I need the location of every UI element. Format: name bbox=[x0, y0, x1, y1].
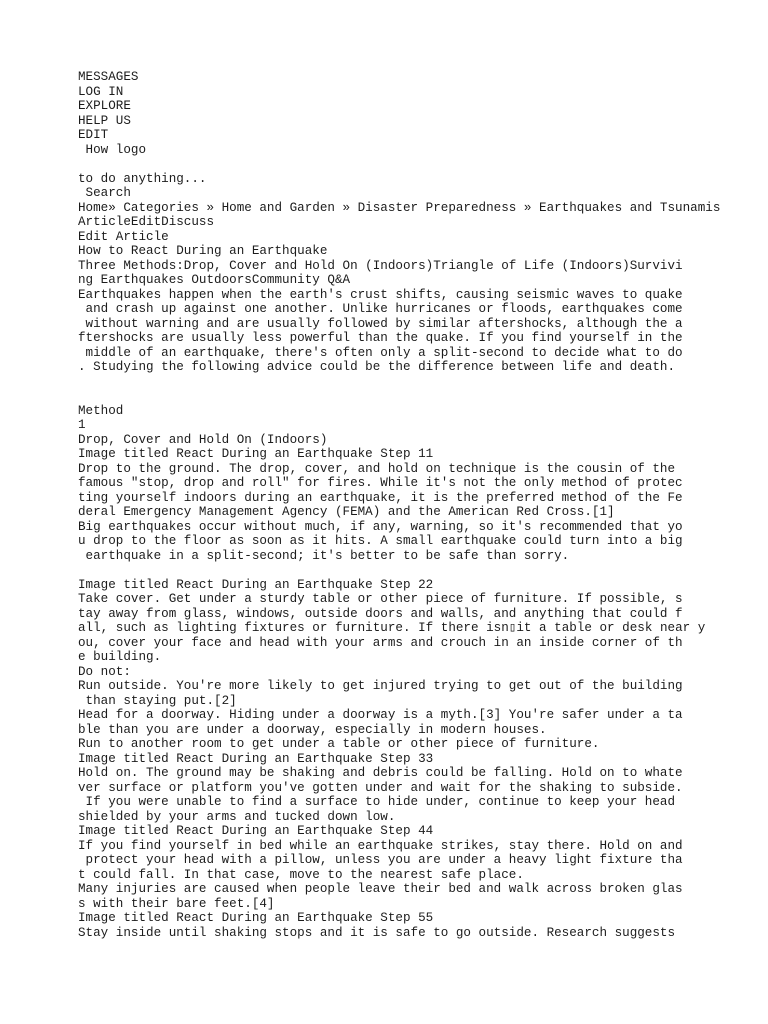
step-text-line: e building. bbox=[78, 650, 162, 664]
do-not-heading: Do not: bbox=[78, 664, 131, 679]
nav-help-us-link[interactable]: HELP US bbox=[78, 113, 131, 128]
page-title: How to React During an Earthquake bbox=[78, 244, 328, 258]
step-text-line: deral Emergency Management Agency (FEMA) and the American Red Cross.[1] bbox=[78, 505, 615, 519]
article-tabs[interactable]: ArticleEditDiscuss bbox=[78, 215, 215, 229]
step-image-caption[interactable]: Image titled React During an Earthquake Step 44 bbox=[78, 824, 434, 838]
step-image-caption[interactable]: Image titled React During an Earthquake Step 33 bbox=[78, 751, 434, 766]
step-text-line: Take cover. Get under a sturdy table or other piece of furniture. If possible, s bbox=[78, 592, 683, 606]
step-text-line: s with their bare feet.[4] bbox=[78, 896, 275, 911]
intro-line: Earthquakes happen when the earth's crust shifts, causing seismic waves to quake bbox=[78, 287, 683, 302]
intro-line: without warning and are usually followed by similar aftershocks, although the a bbox=[78, 316, 683, 331]
method-label: Method bbox=[78, 403, 124, 418]
intro-line: ftershocks are usually less powerful than the quake. If you find yourself in the bbox=[78, 331, 683, 345]
step-text-line: Hold on. The ground may be shaking and debris could be falling. Hold on to whate bbox=[78, 766, 683, 780]
step-text-line: If you were unable to find a surface to hide under, continue to keep your head bbox=[78, 795, 676, 809]
step-text-line: famous "stop, drop and roll" for fires. While it's not the only method of protec bbox=[78, 476, 683, 490]
step-image-caption[interactable]: Image titled React During an Earthquake Step 11 bbox=[78, 447, 434, 461]
intro-paragraph bbox=[78, 288, 730, 375]
step-text-line: ting yourself indoors during an earthquake, it is the preferred method of the Fe bbox=[78, 490, 683, 505]
step-text-line: Many injuries are caused when people leave their bed and walk across broken glas bbox=[78, 882, 683, 896]
step-text-line: all, such as lighting fixtures or furniture. If there isn▯it a table or desk near y bbox=[78, 621, 706, 635]
methods-line[interactable]: ng Earthquakes OutdoorsCommunity Q&A bbox=[78, 273, 351, 287]
step-text-line: ver surface or platform you've gotten under and wait for the shaking to subside. bbox=[78, 780, 683, 795]
nav-explore-link[interactable]: EXPLORE bbox=[78, 99, 131, 113]
step-text-line: Head for a doorway. Hiding under a doorway is a myth.[3] You're safer under a ta bbox=[78, 708, 683, 722]
step-image-caption[interactable]: Image titled React During an Earthquake Step 55 bbox=[78, 911, 434, 925]
step-text-line: u drop to the floor as soon as it hits. A small earthquake could turn into a big bbox=[78, 534, 683, 548]
step-text-line: protect your head with a pillow, unless you are under a heavy light fixture tha bbox=[78, 853, 683, 867]
nav-edit-link[interactable]: EDIT bbox=[78, 128, 109, 142]
site-logo[interactable]: How logo bbox=[78, 142, 147, 157]
step-text-line: shielded by your arms and tucked down low. bbox=[78, 809, 396, 824]
step-5 bbox=[78, 911, 730, 940]
step-text-line: ble than you are under a doorway, especially in modern houses. bbox=[78, 722, 547, 737]
step-4 bbox=[78, 824, 730, 911]
step-text-line: t could fall. In that case, move to the nearest safe place. bbox=[78, 867, 524, 882]
site-tagline: to do anything... bbox=[78, 171, 207, 186]
intro-line: . Studying the following advice could be the difference between life and death. bbox=[78, 360, 676, 374]
method-number: 1 bbox=[78, 418, 86, 432]
nav-messages-link[interactable]: MESSAGES bbox=[78, 70, 139, 84]
step-text-line: Run to another room to get under a table or other piece of furniture. bbox=[78, 737, 600, 751]
step-image-caption[interactable]: Image titled React During an Earthquake Step 22 bbox=[78, 577, 434, 592]
breadcrumb[interactable]: Home» Categories » Home and Garden » Disaster Preparedness » Earthquakes and Tsunamis bbox=[78, 200, 721, 215]
methods-line[interactable]: Three Methods:Drop, Cover and Hold On (Indoors)Triangle of Life (Indoors)Survivi bbox=[78, 258, 683, 273]
step-1 bbox=[78, 447, 730, 563]
step-text-line: Big earthquakes occur without much, if any, warning, so it's recommended that yo bbox=[78, 519, 683, 534]
article-page bbox=[78, 70, 730, 940]
step-text-line: Run outside. You're more likely to get injured trying to get out of the building bbox=[78, 679, 683, 693]
step-text-line: Stay inside until shaking stops and it is safe to go outside. Research suggests bbox=[78, 925, 676, 940]
method-title: Drop, Cover and Hold On (Indoors) bbox=[78, 432, 328, 447]
step-2 bbox=[78, 578, 730, 752]
step-text-line: earthquake in a split-second; it's better to be safe than sorry. bbox=[78, 548, 570, 563]
step-text-line: tay away from glass, windows, outside doors and walls, and anything that could f bbox=[78, 606, 683, 621]
methods-list[interactable] bbox=[78, 259, 730, 288]
nav-login-link[interactable]: LOG IN bbox=[78, 84, 124, 99]
edit-article-link[interactable]: Edit Article bbox=[78, 229, 169, 244]
intro-line: middle of an earthquake, there's often only a split-second to decide what to do bbox=[78, 345, 683, 360]
step-text-line: than staying put.[2] bbox=[78, 693, 237, 708]
step-text-line: If you find yourself in bed while an earthquake strikes, stay there. Hold on and bbox=[78, 838, 683, 853]
step-text-line: ou, cover your face and head with your arms and crouch in an inside corner of th bbox=[78, 635, 683, 650]
intro-line: and crash up against one another. Unlike hurricanes or floods, earthquakes come bbox=[78, 302, 683, 316]
search-button[interactable]: Search bbox=[78, 186, 131, 200]
step-text-line: Drop to the ground. The drop, cover, and hold on technique is the cousin of the bbox=[78, 461, 676, 476]
step-3 bbox=[78, 752, 730, 825]
top-navigation bbox=[78, 70, 730, 143]
